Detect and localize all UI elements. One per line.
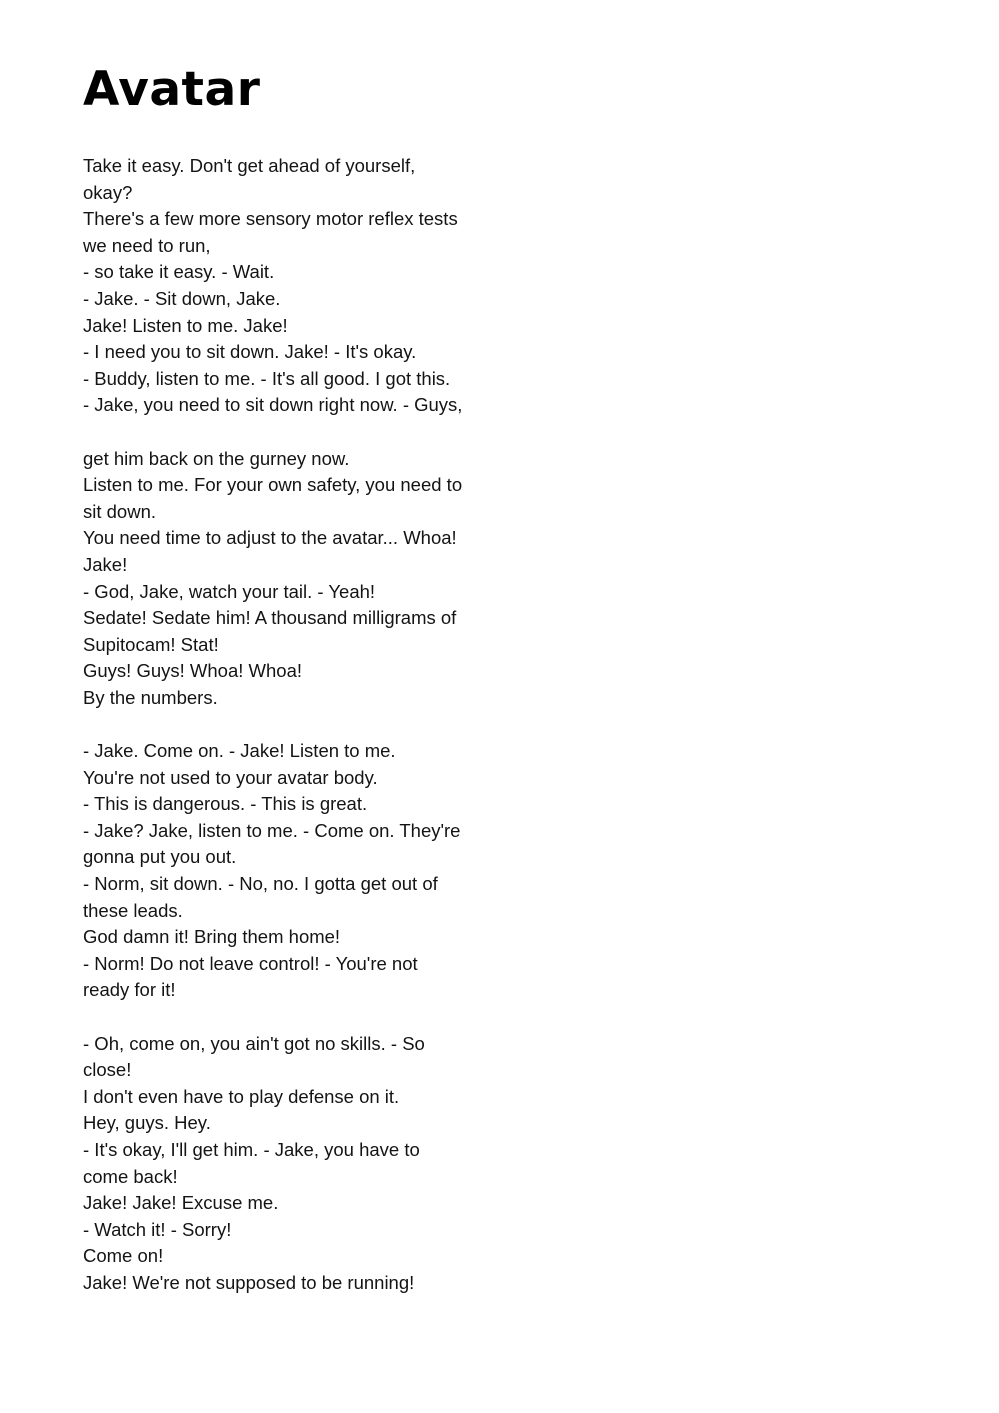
script-line: Jake! Listen to me. Jake! bbox=[83, 314, 288, 336]
script-line: come back! bbox=[83, 1165, 178, 1187]
script-line: - Jake, you need to sit down right now. - Guys, bbox=[83, 394, 463, 416]
script-line: these leads. bbox=[83, 899, 183, 921]
script-line: There's a few more sensory motor reflex tests bbox=[83, 208, 458, 230]
script-line: okay? bbox=[83, 181, 133, 203]
script-line: God damn it! Bring them home! bbox=[83, 926, 341, 948]
script-line: Guys! Guys! Whoa! Whoa! bbox=[83, 660, 302, 682]
script-line: - Watch it! - Sorry! bbox=[83, 1218, 232, 1240]
script-line: I don't even have to play defense on it. bbox=[83, 1085, 400, 1107]
script-line: - Jake? Jake, listen to me. - Come on. They're bbox=[83, 819, 461, 841]
script-line: - Oh, come on, you ain't got no skills. - So bbox=[83, 1032, 425, 1054]
script-line: You're not used to your avatar body. bbox=[83, 766, 378, 788]
script-line: Take it easy. Don't get ahead of yourself, bbox=[83, 155, 416, 176]
script-line: Supitocam! Stat! bbox=[83, 633, 219, 655]
script-line: - Buddy, listen to me. - It's all good. I got this. bbox=[83, 367, 451, 389]
script-line: ready for it! bbox=[83, 979, 176, 1001]
script-line: Jake! Jake! Excuse me. bbox=[83, 1192, 279, 1214]
script-line: - Jake. Come on. - Jake! Listen to me. bbox=[83, 740, 396, 762]
page-title: Avatar bbox=[83, 62, 261, 117]
script-line: - God, Jake, watch your tail. - Yeah! bbox=[83, 580, 376, 602]
script-line: Sedate! Sedate him! A thousand milligrams of bbox=[83, 607, 457, 629]
script-line: - so take it easy. - Wait. bbox=[83, 261, 275, 283]
script-line: Hey, guys. Hey. bbox=[83, 1112, 211, 1134]
script-line: we need to run, bbox=[83, 234, 211, 256]
script-line: close! bbox=[83, 1059, 132, 1081]
script-body bbox=[83, 153, 523, 1297]
blank-line bbox=[83, 711, 523, 738]
blank-line bbox=[83, 1004, 523, 1031]
script-line: gonna put you out. bbox=[83, 846, 237, 868]
script-line: You need time to adjust to the avatar... Whoa! bbox=[83, 527, 457, 549]
script-line: - This is dangerous. - This is great. bbox=[83, 793, 368, 815]
script-line: sit down. bbox=[83, 500, 157, 522]
script-line: - Jake. - Sit down, Jake. bbox=[83, 287, 281, 309]
script-line: Jake! bbox=[83, 553, 128, 575]
script-line: get him back on the gurney now. bbox=[83, 447, 350, 469]
script-line: - It's okay, I'll get him. - Jake, you have to bbox=[83, 1138, 420, 1160]
script-line: - Norm, sit down. - No, no. I gotta get out of bbox=[83, 873, 438, 895]
script-line: Jake! We're not supposed to be running! bbox=[83, 1271, 415, 1293]
script-line: Come on! bbox=[83, 1245, 164, 1267]
script-line: - Norm! Do not leave control! - You're not bbox=[83, 952, 418, 974]
script-line: By the numbers. bbox=[83, 686, 218, 708]
blank-line bbox=[83, 419, 523, 446]
script-line: Listen to me. For your own safety, you need to bbox=[83, 474, 463, 496]
script-line: - I need you to sit down. Jake! - It's okay. bbox=[83, 341, 417, 363]
